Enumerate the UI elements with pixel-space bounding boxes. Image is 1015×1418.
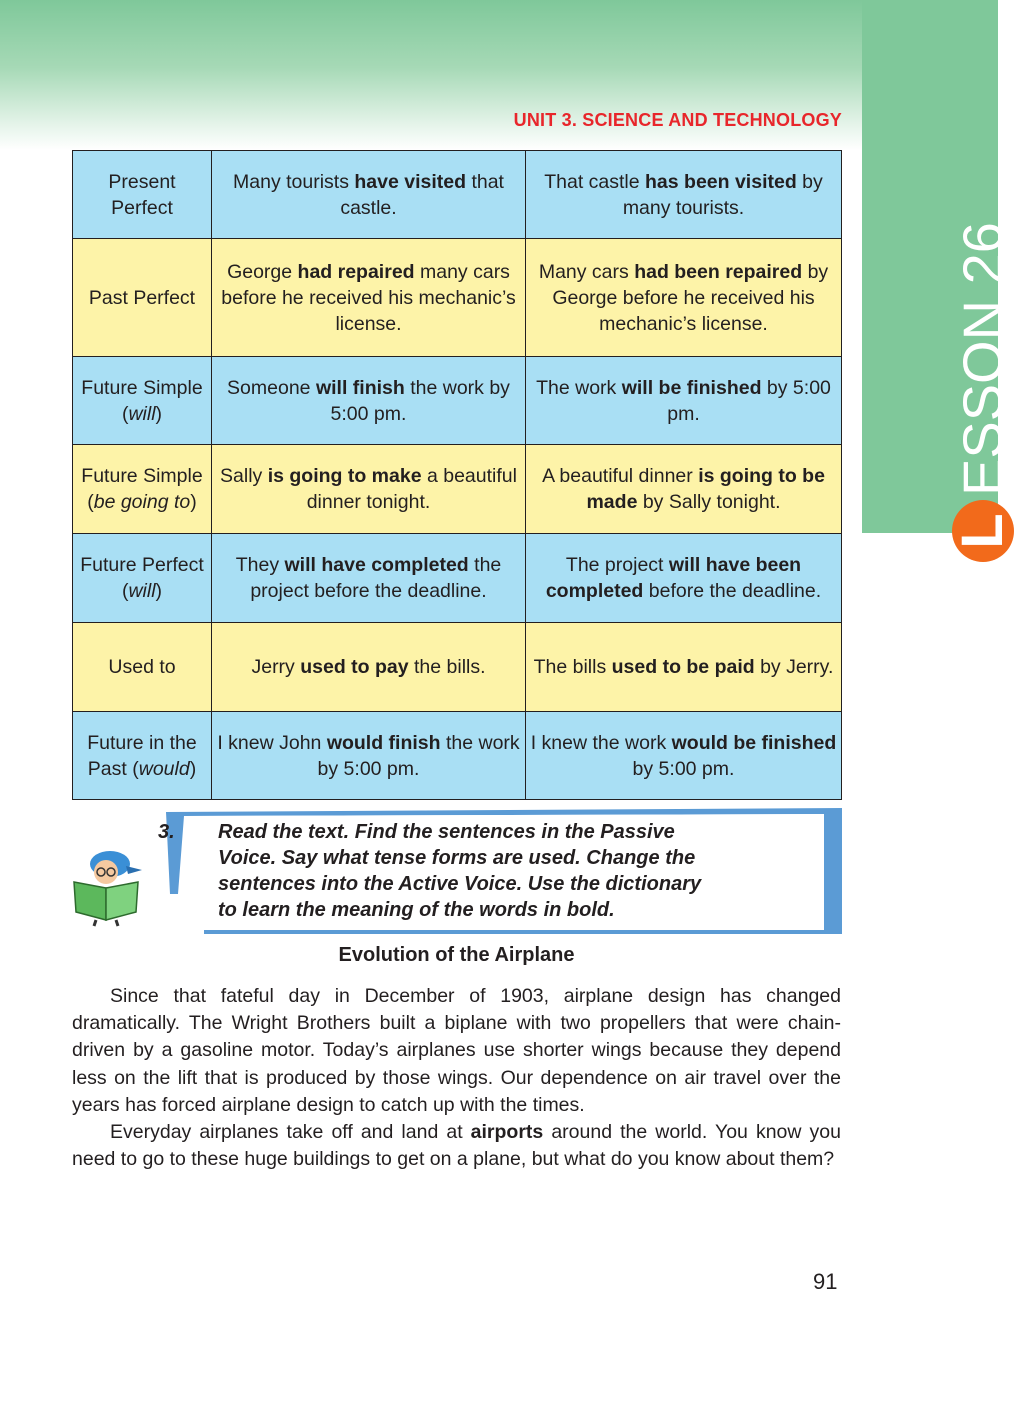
- unit-title: UNIT 3. SCIENCE AND TECHNOLOGY: [513, 110, 842, 130]
- passive-voice-table: [72, 150, 842, 800]
- lesson-number-text: ESSON 26: [951, 222, 1014, 496]
- passive-example-cell: Many cars had been repaired by George before he received his mechanic’s license.: [526, 239, 842, 357]
- tense-cell: Future Perfect (will): [73, 534, 212, 623]
- lesson-initial-badge: L: [952, 500, 1014, 562]
- table-row: [73, 712, 842, 800]
- passive-example-cell: The work will be finished by 5:00 pm.: [526, 357, 842, 445]
- table-row: [73, 239, 842, 357]
- table-row: [73, 445, 842, 534]
- task-instructions: 3. Read the text. Find the sentences in the Passive Voice. Say what tense forms are used. Change the sentences into the Active Voice. Use the dictionary to learn the meaning of the words in bold.: [158, 821, 702, 921]
- boy-reading-book-icon: [66, 848, 146, 926]
- page-number: 91: [813, 1269, 838, 1294]
- passive-example-cell: A beautiful dinner is going to be made by Sally tonight.: [526, 445, 842, 534]
- active-example-cell: George had repaired many cars before he received his mechanic’s license.: [212, 239, 526, 357]
- active-example-cell: Someone will finish the work by 5:00 pm.: [212, 357, 526, 445]
- story-paragraph: Since that fateful day in December of 1903, airplane design has changed dramatically. The Wright Brothers built a biplane with two propellers that were chain-driven by a gasoline motor. Today’s airplanes use shorter wings because they depend less on the lift that is produced by those wings. Our dependence on air travel over the years has forced airplane design to catch up with the times.: [72, 985, 841, 1116]
- table-row: [73, 357, 842, 445]
- tense-cell: Future Simple (be going to): [73, 445, 212, 534]
- table-row: [73, 534, 842, 623]
- tense-cell: Used to: [73, 623, 212, 712]
- passive-example-cell: I knew the work would be finished by 5:00 pm.: [526, 712, 842, 800]
- tense-cell: Future Simple (will): [73, 357, 212, 445]
- active-example-cell: I knew John would finish the work by 5:00 pm.: [212, 712, 526, 800]
- active-example-cell: Many tourists have visited that castle.: [212, 151, 526, 239]
- task-number: 3.: [158, 821, 175, 843]
- tense-cell: Present Perfect: [73, 151, 212, 239]
- lesson-label: [862, 190, 1015, 570]
- active-example-cell: They will have completed the project before the deadline.: [212, 534, 526, 623]
- story-text: [72, 983, 841, 1173]
- passive-example-cell: The project will have been completed before the deadline.: [526, 534, 842, 623]
- tense-cell: Past Perfect: [73, 239, 212, 357]
- passive-example-cell: The bills used to be paid by Jerry.: [526, 623, 842, 712]
- active-example-cell: Jerry used to pay the bills.: [212, 623, 526, 712]
- story-paragraph: Everyday airplanes take off and land at airports around the world. You know you need to go to these huge buildings to get on a plane, but what do you know about them?: [72, 1121, 841, 1171]
- passive-example-cell: That castle has been visited by many tourists.: [526, 151, 842, 239]
- table-row: [73, 623, 842, 712]
- active-example-cell: Sally is going to make a beautiful dinner tonight.: [212, 445, 526, 534]
- table-row: [73, 151, 842, 239]
- story-title: Evolution of the Airplane: [338, 944, 575, 966]
- tense-cell: Future in the Past (would): [73, 712, 212, 800]
